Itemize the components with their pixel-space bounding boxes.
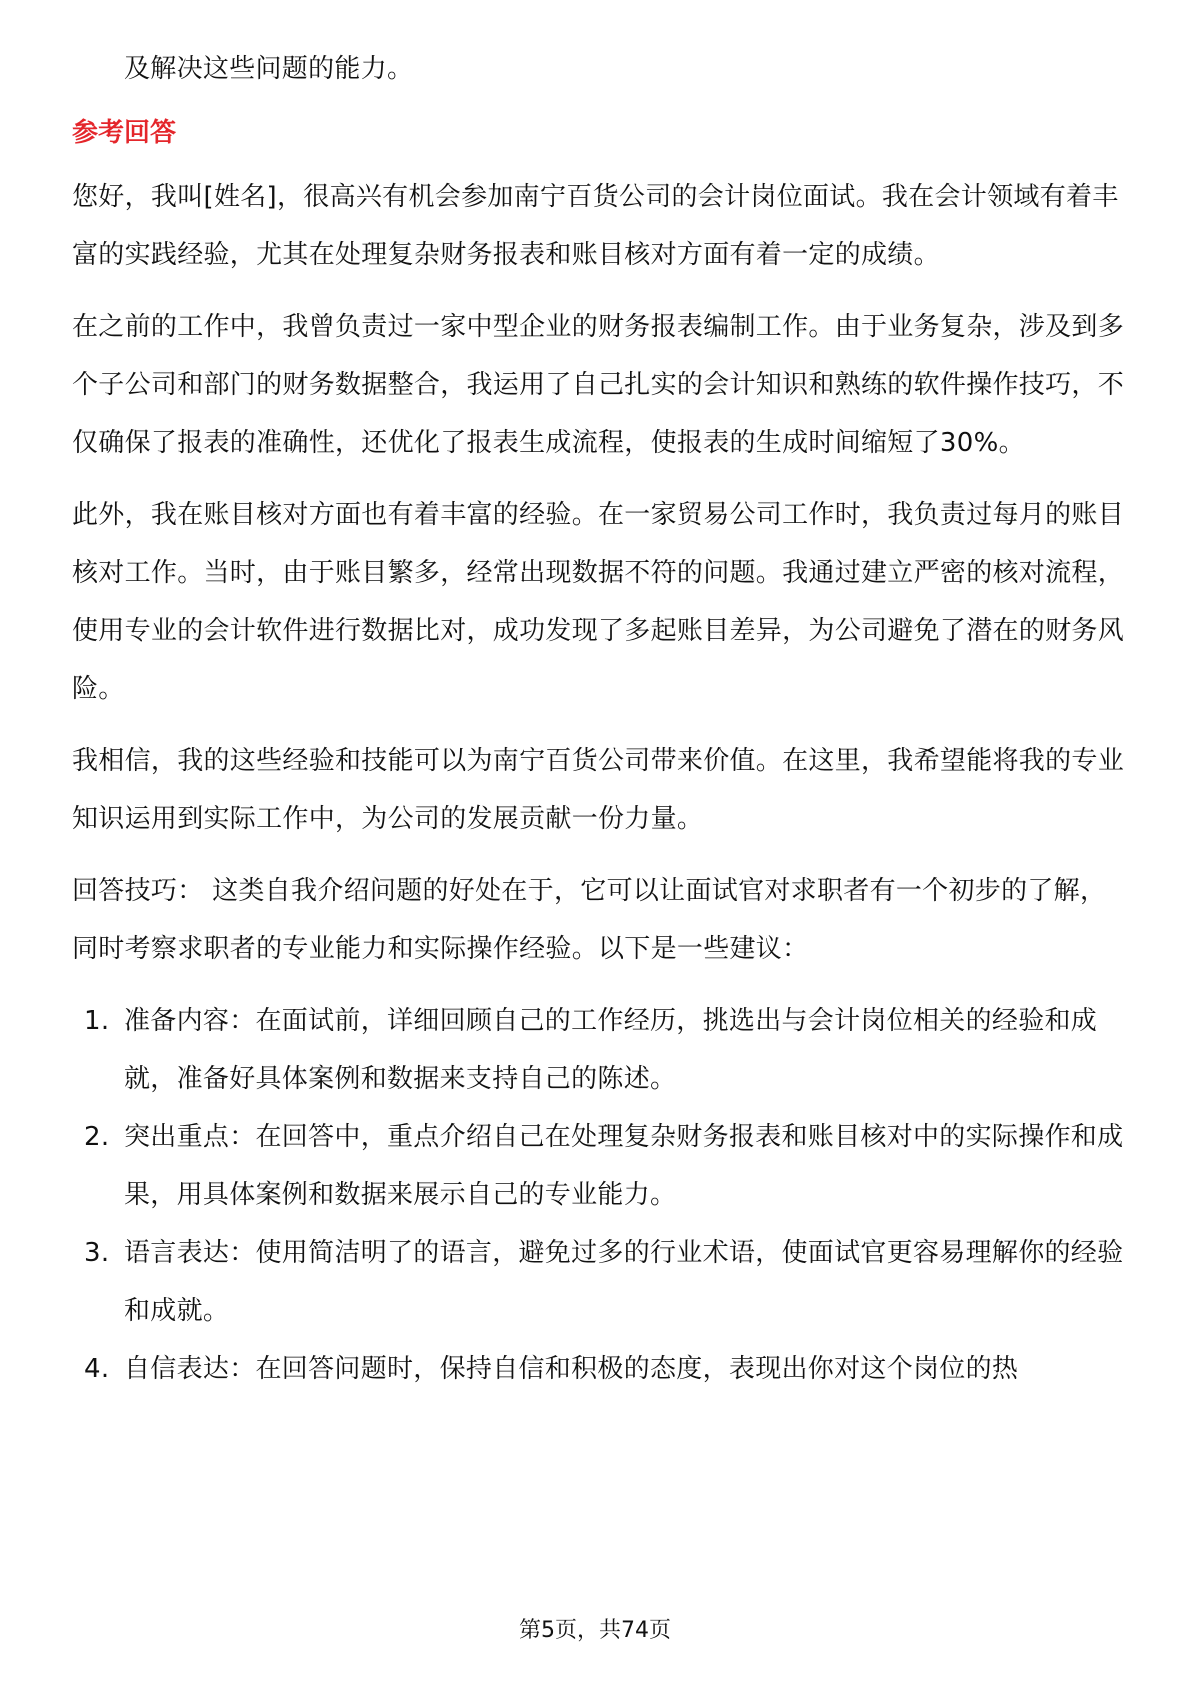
list-item-text: 语言表达：使用简洁明了的语言，避免过多的行业术语，使面试官更容易理解你的经验和成就。: [124, 1238, 1124, 1326]
page-footer: 第5页，共74页: [519, 1618, 671, 1643]
list-item-text: 突出重点：在回答中，重点介绍自己在处理复杂财务报表和账目核对中的实际操作和成果，用具体案例和数据来展示自己的专业能力。: [124, 1122, 1124, 1210]
list-item-number: 1.: [84, 1006, 110, 1036]
document-body: [72, 40, 1132, 1398]
paragraph-value: 我相信，我的这些经验和技能可以为南宁百货公司带来价值。在这里，我希望能将我的专业知识运用到实际工作中，为公司的发展贡献一份力量。: [72, 746, 1125, 834]
tips-list: [72, 992, 1132, 1398]
list-item-number: 4.: [84, 1354, 110, 1384]
list-item: [72, 1340, 1132, 1398]
list-item-number: 2.: [84, 1122, 110, 1152]
section-heading: 参考回答: [72, 118, 177, 148]
list-item-number: 3.: [84, 1238, 110, 1268]
paragraph-intro: 您好，我叫[姓名]，很高兴有机会参加南宁百货公司的会计岗位面试。我在会计领域有着丰富的实践经验，尤其在处理复杂财务报表和账目核对方面有着一定的成绩。: [72, 182, 1119, 270]
list-item-text: 自信表达：在回答问题时，保持自信和积极的态度，表现出你对这个岗位的热: [124, 1354, 1019, 1384]
paragraph-reconciliation-experience: 此外，我在账目核对方面也有着丰富的经验。在一家贸易公司工作时，我负责过每月的账目核对工作。当时，由于账目繁多，经常出现数据不符的问题。我通过建立严密的核对流程，使用专业的会计软件进行数据比对，成功发现了多起账目差异，为公司避免了潜在的财务风险。: [72, 500, 1125, 704]
list-item: [72, 1108, 1132, 1224]
list-item-text: 准备内容：在面试前，详细回顾自己的工作经历，挑选出与会计岗位相关的经验和成就，准备好具体案例和数据来支持自己的陈述。: [124, 1006, 1098, 1094]
paragraph-report-experience: 在之前的工作中，我曾负责过一家中型企业的财务报表编制工作。由于业务复杂，涉及到多个子公司和部门的财务数据整合，我运用了自己扎实的会计知识和熟练的软件操作技巧，不仅确保了报表的准确性，还优化了报表生成流程，使报表的生成时间缩短了30%。: [72, 312, 1125, 458]
paragraph-answer-tips: 回答技巧： 这类自我介绍问题的好处在于，它可以让面试官对求职者有一个初步的了解，同时考察求职者的专业能力和实际操作经验。以下是一些建议：: [72, 876, 1107, 964]
list-item: [72, 1224, 1132, 1340]
continuation-text: 及解决这些问题的能力。: [124, 54, 414, 84]
list-item: [72, 992, 1132, 1108]
